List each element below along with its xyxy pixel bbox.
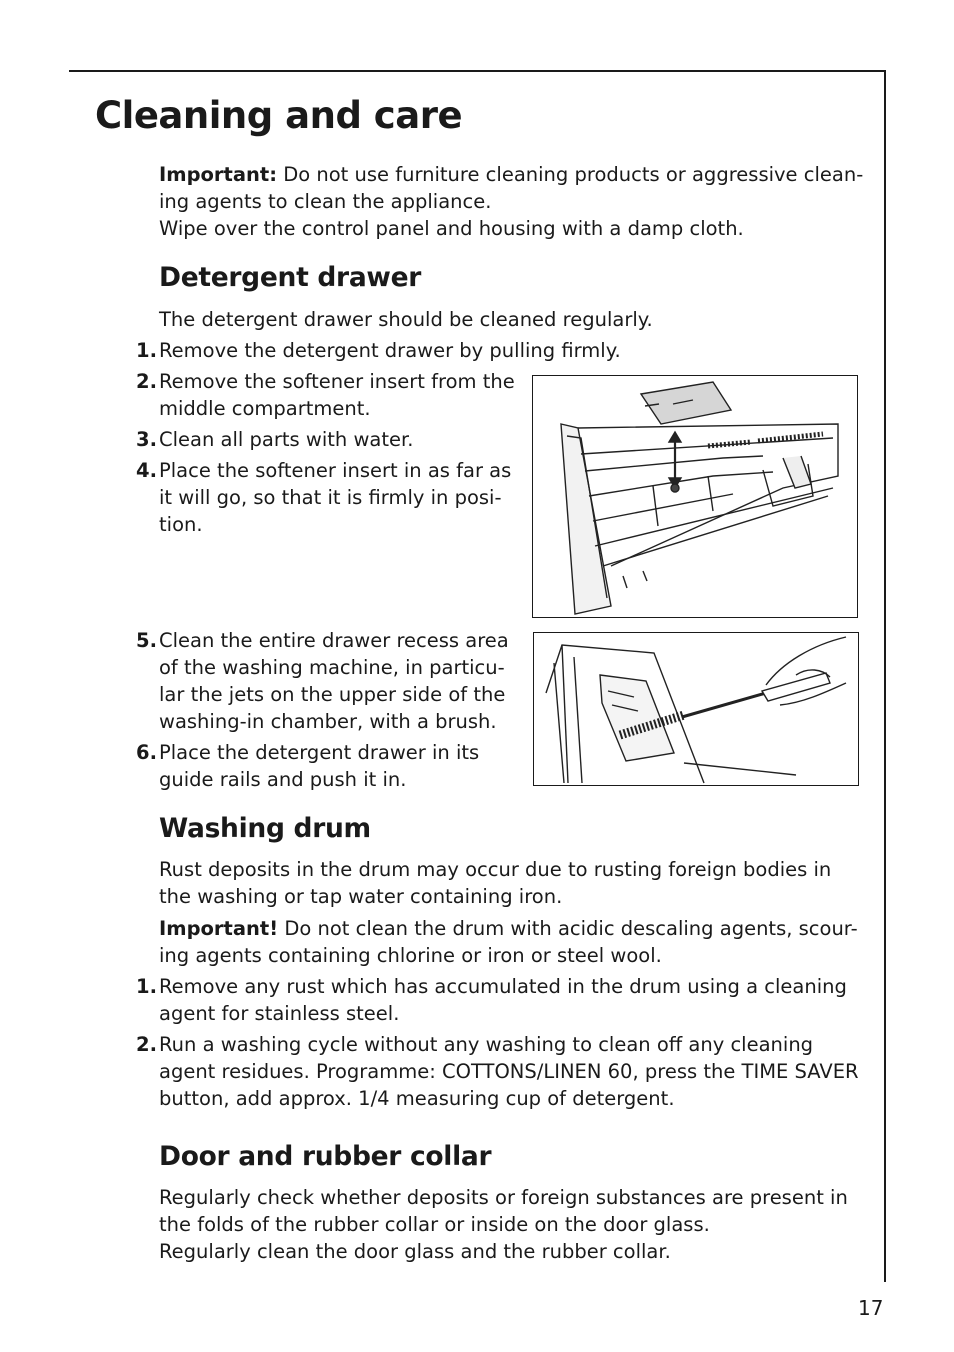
- step-text: Remove the softener insert from the: [159, 370, 515, 393]
- washing-drum-paragraph-2: [159, 915, 858, 969]
- detergent-drawer-intro-text: The detergent drawer should be cleaned regularly.: [159, 308, 653, 331]
- step-text: agent for stainless steel.: [159, 1002, 400, 1025]
- step-text: button, add approx. 1/4 measuring cup of detergent.: [159, 1087, 675, 1110]
- step-number: 1.: [136, 339, 157, 362]
- step-text: Remove the detergent drawer by pulling firmly.: [159, 339, 621, 362]
- step-number: 4.: [136, 459, 157, 482]
- detergent-steps-b: [136, 627, 509, 797]
- page-title: Cleaning and care: [95, 94, 463, 137]
- drawer-drawing: [533, 376, 857, 617]
- intro-paragraph: [159, 161, 863, 242]
- detergent-drawer-heading: Detergent drawer: [159, 262, 422, 293]
- top-rule: [69, 70, 886, 72]
- drum-para1-line-2: the washing or tap water containing iron.: [159, 885, 563, 908]
- intro-line-3: Wipe over the control panel and housing with a damp cloth.: [159, 217, 744, 240]
- page-number: 17: [858, 1296, 884, 1320]
- intro-line-1: Do not use furniture cleaning products or aggressive clean-: [277, 163, 864, 186]
- step-text: lar the jets on the upper side of the: [159, 683, 506, 706]
- step-text: Place the softener insert in as far as: [159, 459, 512, 482]
- recess-drawing: [534, 633, 858, 785]
- list-item: [136, 973, 859, 1027]
- step-number: 6.: [136, 741, 157, 764]
- door-paragraph: [159, 1184, 848, 1265]
- door-line-1: Regularly check whether deposits or foreign substances are present in: [159, 1186, 848, 1209]
- door-line-2: the folds of the rubber collar or inside on the door glass.: [159, 1213, 710, 1236]
- drawer-recess-brush-illustration: [533, 632, 859, 786]
- step-text: it will go, so that it is firmly in posi-: [159, 486, 502, 509]
- intro-line-2: ing agents to clean the appliance.: [159, 190, 492, 213]
- door-heading: Door and rubber collar: [159, 1141, 492, 1172]
- detergent-drawer-illustration: [532, 375, 858, 618]
- detergent-drawer-intro: [159, 306, 653, 333]
- important-label: Important!: [159, 917, 279, 940]
- step-text: Run a washing cycle without any washing to clean off any cleaning: [159, 1033, 814, 1056]
- step-text: Place the detergent drawer in its: [159, 741, 480, 764]
- step-text: washing-in chamber, with a brush.: [159, 710, 497, 733]
- step-number: 2.: [136, 1033, 157, 1056]
- right-rule: [884, 70, 886, 1282]
- washing-drum-heading: Washing drum: [159, 813, 371, 844]
- step-number: 2.: [136, 370, 157, 393]
- drum-para2-line-2: ing agents containing chlorine or iron or steel wool.: [159, 944, 662, 967]
- list-item: [136, 627, 509, 735]
- step-text: of the washing machine, in particu-: [159, 656, 505, 679]
- step-text: Clean the entire drawer recess area: [159, 629, 509, 652]
- step-text: Remove any rust which has accumulated in the drum using a cleaning: [159, 975, 847, 998]
- step-text: tion.: [159, 513, 203, 536]
- step-text: Clean all parts with water.: [159, 428, 414, 451]
- door-line-3: Regularly clean the door glass and the rubber collar.: [159, 1240, 671, 1263]
- list-item: [136, 337, 621, 364]
- step-text: middle compartment.: [159, 397, 371, 420]
- important-label: Important:: [159, 163, 278, 186]
- drum-para2-line-1: Do not clean the drum with acidic descaling agents, scour-: [278, 917, 858, 940]
- step-text: agent residues. Programme: COTTONS/LINEN 60, press the TIME SAVER: [159, 1060, 859, 1083]
- step-text: guide rails and push it in.: [159, 768, 407, 791]
- step-number: 5.: [136, 629, 157, 652]
- step-number: 3.: [136, 428, 157, 451]
- drum-para1-line-1: Rust deposits in the drum may occur due to rusting foreign bodies in: [159, 858, 832, 881]
- washing-drum-steps: [136, 973, 859, 1116]
- list-item: [136, 1031, 859, 1112]
- washing-drum-paragraph-1: [159, 856, 831, 910]
- step-number: 1.: [136, 975, 157, 998]
- list-item: [136, 739, 509, 793]
